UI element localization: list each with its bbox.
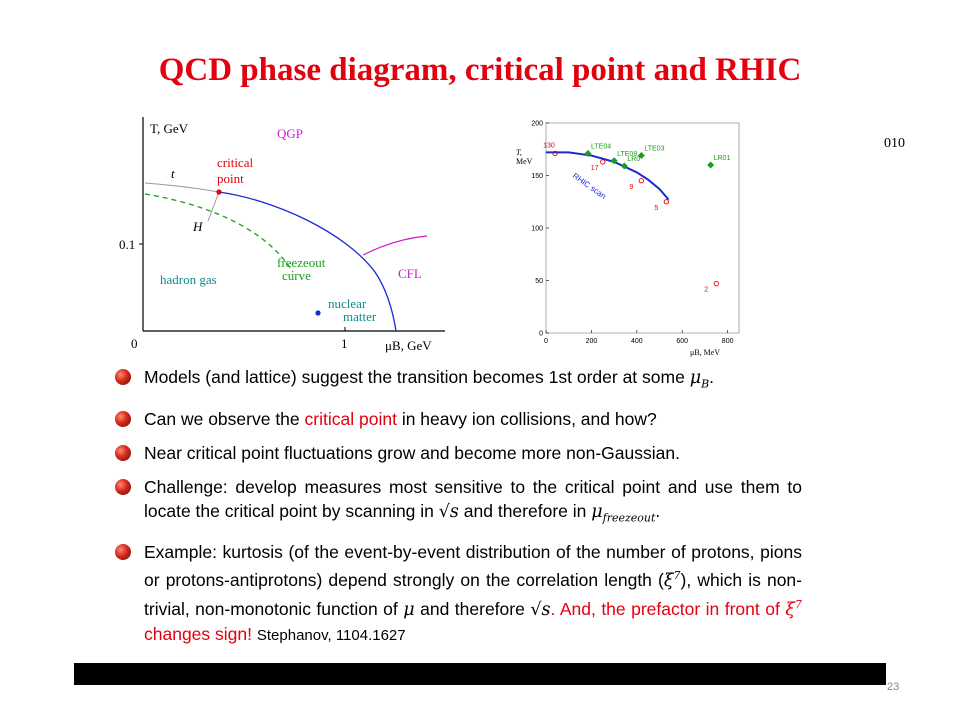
y-tick-label: 50 (535, 278, 543, 285)
label-nuclear: nuclear (328, 296, 367, 311)
x-tick-label: 800 (721, 338, 734, 345)
y-axis-label-t: T, (516, 148, 522, 157)
critical-point-marker (216, 189, 221, 194)
x-tick-label: 600 (676, 338, 689, 345)
label-freezeout: freezeout (277, 255, 326, 270)
rhic-energy-point (639, 179, 643, 183)
rhic-energy-label: 130 (543, 142, 555, 150)
lattice-point-label: LTE03 (644, 145, 665, 153)
nuclear-matter-marker (315, 310, 320, 315)
tick-y: 0.1 (119, 237, 136, 252)
bullet-2: Can we observe the critical point in heavy ion collisions, and how? (112, 407, 802, 431)
label-hadron-gas: hadron gas (160, 272, 217, 287)
x-axis-label: μB, GeV (385, 338, 432, 353)
bullet-5: Example: kurtosis (of the event-by-event distribution of the number of protons, pions or protons-antiprotons) depend strongly on the correlation length $(\xi^7)$, which is non-trivial, non-monotonic function of μ and therefore √s. And, the prefactor in front of $\xi^7$ changes sign! Stephanov, 1104.1627 (112, 540, 802, 648)
lattice-point-label: LR01 (713, 155, 731, 162)
footer-bar (74, 663, 886, 685)
rhic-energy-label: 9 (629, 183, 634, 191)
side-text: 010 (884, 136, 905, 151)
rhic-energy-point (601, 160, 605, 164)
rhic-energy-point (714, 281, 718, 285)
y-tick-label: 0 (539, 330, 543, 338)
tick-x1: 1 (341, 336, 348, 351)
rhic-energy-label: 2 (704, 286, 709, 294)
h-line (208, 192, 219, 221)
crossover-line (145, 183, 219, 192)
y-tick-label: 100 (531, 225, 543, 233)
label-cfl: CFL (398, 266, 422, 281)
x-tick-label: 400 (630, 338, 643, 345)
freezeout-curve (145, 194, 293, 272)
bullet-icon (115, 445, 131, 461)
bullet-3: Near critical point fluctuations grow and become more non-Gaussian. (112, 441, 802, 465)
label-point: point (217, 171, 244, 186)
rhic-energy-label: 17 (590, 164, 599, 172)
label-t: t (171, 166, 175, 181)
lattice-point (707, 162, 714, 169)
label-curve: curve (282, 268, 311, 283)
x-axis-label: μB, MeV (690, 348, 721, 357)
tick-x0: 0 (131, 336, 138, 351)
phase-diagram (115, 112, 450, 357)
x-tick-label: 0 (544, 338, 548, 345)
bullet-icon (115, 544, 131, 560)
label-matter: matter (343, 309, 377, 324)
bullet-list (112, 365, 802, 658)
y-tick-label: 200 (531, 120, 543, 128)
bullet-1: Models (and lattice) suggest the transition becomes 1st order at some $\mu_B$. (112, 365, 802, 397)
rhic-energy-point (664, 200, 668, 204)
bullet-icon (115, 479, 131, 495)
y-axis-label: T, GeV (150, 121, 189, 136)
bullet-icon (115, 411, 131, 427)
y-axis-label-unit: MeV (516, 157, 533, 166)
lattice-point-label: LTE08 (617, 150, 638, 158)
label-critical: critical (217, 155, 254, 170)
rhic-energy-label: 5 (654, 204, 659, 212)
slide-title: QCD phase diagram, critical point and RHIC (158, 52, 802, 88)
curve-label: RHIC scan (570, 171, 608, 201)
lattice-point-label: LTE04 (591, 143, 612, 151)
y-tick-label: 150 (531, 173, 543, 180)
label-qgp: QGP (277, 126, 304, 141)
x-tick-label: 200 (585, 338, 598, 345)
lattice-point-label: LR0 (627, 156, 641, 164)
cfl-line (363, 236, 427, 255)
bullet-icon (115, 369, 131, 385)
label-h: H (193, 219, 203, 234)
page-number: 23 (887, 681, 900, 693)
bullet-4: Challenge: develop measures most sensitive to the critical point and use them to locate the critical point by scanning in √s and therefore in $\mu_{freezeout}$. (112, 475, 802, 531)
rhic-chart (510, 115, 745, 360)
